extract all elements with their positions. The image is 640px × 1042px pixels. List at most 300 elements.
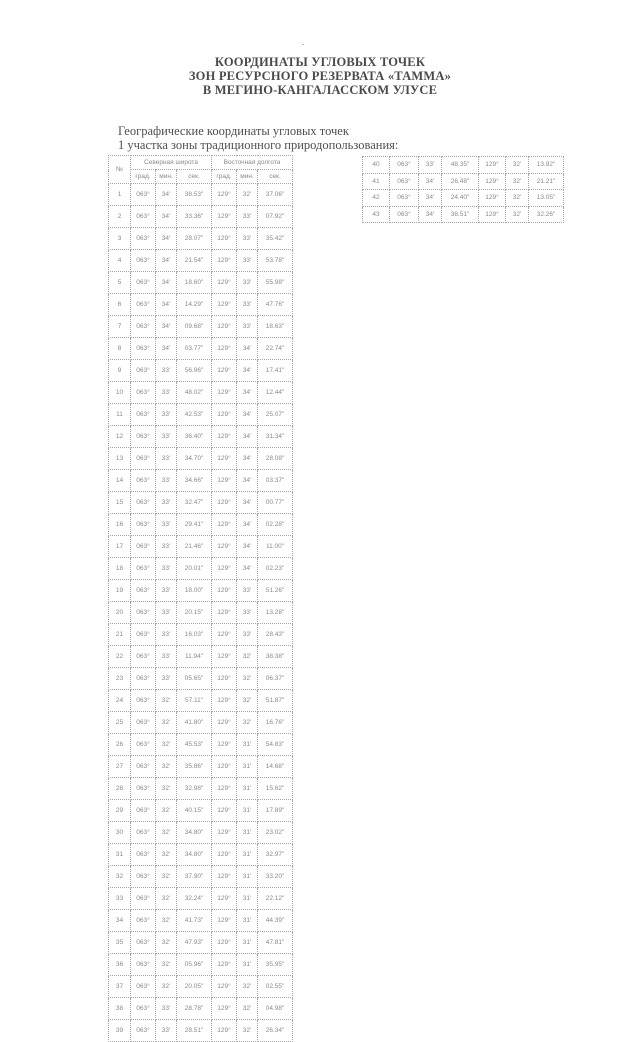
table-caption: [118, 124, 398, 152]
table-cell: 41.73": [177, 910, 212, 932]
table-cell: 063°: [131, 1020, 156, 1042]
table-row: [109, 932, 293, 954]
table-cell: 129°: [212, 998, 237, 1020]
table-cell: 129°: [212, 404, 237, 426]
table-cell: 17.41": [258, 360, 293, 382]
table-cell: 063°: [131, 954, 156, 976]
table-cell: 32': [237, 998, 258, 1020]
table-cell: 31: [109, 844, 131, 866]
table-cell: 129°: [212, 910, 237, 932]
table-cell: 43: [363, 206, 390, 223]
table-row: [109, 822, 293, 844]
table-row: [109, 668, 293, 690]
table-cell: 06.37": [258, 668, 293, 690]
table-row: [363, 190, 564, 207]
table-cell: 19: [109, 580, 131, 602]
table-cell: 34': [237, 360, 258, 382]
table-cell: 129°: [212, 976, 237, 998]
table-cell: 37: [109, 976, 131, 998]
table-cell: 063°: [131, 228, 156, 250]
table-cell: 063°: [131, 514, 156, 536]
table-cell: 129°: [212, 602, 237, 624]
table-cell: 34': [237, 426, 258, 448]
table-cell: 32': [237, 712, 258, 734]
table-cell: 32': [156, 822, 177, 844]
table-cell: 53.78": [258, 250, 293, 272]
table-cell: 32': [156, 734, 177, 756]
table-cell: 48.02": [177, 382, 212, 404]
table-cell: 38.51": [442, 206, 479, 223]
table-row: [109, 976, 293, 998]
table-cell: 2: [109, 206, 131, 228]
table-cell: 34': [156, 250, 177, 272]
table-cell: 129°: [212, 206, 237, 228]
caption-line-1: Географические координаты угловых точек: [118, 124, 349, 138]
table-row: [109, 712, 293, 734]
table-cell: 129°: [212, 536, 237, 558]
table-cell: 42: [363, 190, 390, 207]
table-row: [109, 580, 293, 602]
table-cell: 18: [109, 558, 131, 580]
table-cell: 09.68": [177, 316, 212, 338]
table-cell: 11.94": [177, 646, 212, 668]
table-cell: 41: [363, 173, 390, 190]
table-cell: 33': [237, 206, 258, 228]
table-cell: 129°: [212, 448, 237, 470]
table-cell: 21.21": [529, 173, 564, 190]
table-row: [109, 294, 293, 316]
table-cell: 27: [109, 756, 131, 778]
table-cell: 129°: [212, 228, 237, 250]
table-cell: 33': [237, 294, 258, 316]
table-cell: 17: [109, 536, 131, 558]
table-cell: 35.95": [258, 954, 293, 976]
table-cell: 063°: [390, 173, 419, 190]
table-cell: 34': [237, 448, 258, 470]
table-cell: 33': [156, 404, 177, 426]
table-cell: 33': [156, 426, 177, 448]
table-cell: 129°: [212, 514, 237, 536]
table-cell: 34': [237, 492, 258, 514]
table-cell: 34': [156, 316, 177, 338]
table-cell: 00.77": [258, 492, 293, 514]
table-cell: 25: [109, 712, 131, 734]
table-row: [109, 492, 293, 514]
table-cell: 32.24": [177, 888, 212, 910]
table-cell: 33': [156, 492, 177, 514]
table-row: [109, 756, 293, 778]
table-cell: 26: [109, 734, 131, 756]
table-cell: 33': [156, 536, 177, 558]
table-row: [109, 382, 293, 404]
table-cell: 6: [109, 294, 131, 316]
table-cell: 129°: [212, 800, 237, 822]
table-cell: 33': [237, 316, 258, 338]
table-cell: 33.36": [177, 206, 212, 228]
table-cell: 32': [237, 976, 258, 998]
table-cell: 063°: [131, 558, 156, 580]
table-cell: 29: [109, 800, 131, 822]
table-cell: 21.54": [177, 250, 212, 272]
table-cell: 14.29": [177, 294, 212, 316]
table-cell: 32': [156, 756, 177, 778]
table-cell: 34': [156, 272, 177, 294]
title-line-3: В МЕГИНО-КАНГАЛАССКОМ УЛУСЕ: [202, 83, 438, 97]
table-cell: 02.55": [258, 976, 293, 998]
header-lon-min: мин.: [237, 170, 258, 184]
table-cell: 38: [109, 998, 131, 1020]
table-cell: 32': [156, 910, 177, 932]
table-cell: 05.65": [177, 668, 212, 690]
header-lon-deg: град.: [212, 170, 237, 184]
header-number: №: [109, 156, 131, 184]
table-cell: 28.07": [177, 228, 212, 250]
table-cell: 34': [156, 294, 177, 316]
table-cell: 32': [237, 668, 258, 690]
table-cell: 063°: [131, 822, 156, 844]
table-cell: 063°: [390, 206, 419, 223]
table-cell: 129°: [212, 932, 237, 954]
table-cell: 32': [506, 173, 529, 190]
header-lat-min: мин.: [156, 170, 177, 184]
table-cell: 129°: [212, 426, 237, 448]
table-cell: 42.53": [177, 404, 212, 426]
table-cell: 33': [237, 580, 258, 602]
table-group-header-row: [109, 156, 293, 170]
table-cell: 24.40": [442, 190, 479, 207]
table-cell: 32': [156, 800, 177, 822]
table-cell: 063°: [131, 624, 156, 646]
table-cell: 32': [156, 844, 177, 866]
table-cell: 34': [237, 470, 258, 492]
table-cell: 51.87": [258, 690, 293, 712]
table-cell: 31': [237, 756, 258, 778]
table-cell: 31': [237, 888, 258, 910]
table-cell: 129°: [212, 250, 237, 272]
table-cell: 14: [109, 470, 131, 492]
table-cell: 063°: [131, 888, 156, 910]
header-lat-sec: сек.: [177, 170, 212, 184]
table-cell: 32': [237, 184, 258, 206]
table-cell: 129°: [212, 844, 237, 866]
table-cell: 16.76": [258, 712, 293, 734]
table-cell: 32': [156, 778, 177, 800]
table-cell: 31': [237, 800, 258, 822]
table-cell: 20: [109, 602, 131, 624]
table-cell: 129°: [212, 1020, 237, 1042]
table-cell: 32': [156, 976, 177, 998]
table-cell: 34.80": [177, 844, 212, 866]
table-cell: 13: [109, 448, 131, 470]
table-cell: 34': [156, 206, 177, 228]
table-cell: 34.66": [177, 470, 212, 492]
table-row: [109, 624, 293, 646]
table-cell: 063°: [131, 910, 156, 932]
table-cell: 32.97": [258, 844, 293, 866]
table-cell: 33': [156, 1020, 177, 1042]
table-cell: 32': [237, 1020, 258, 1042]
table-cell: 33': [237, 624, 258, 646]
table-cell: 34': [419, 173, 442, 190]
scan-speck: [302, 44, 304, 45]
table-cell: 22: [109, 646, 131, 668]
table-cell: 28.51": [177, 1020, 212, 1042]
table-cell: 129°: [212, 360, 237, 382]
table-cell: 39: [109, 1020, 131, 1042]
table-cell: 31': [237, 932, 258, 954]
table-cell: 34.80": [177, 822, 212, 844]
table-cell: 4: [109, 250, 131, 272]
table-cell: 37.90": [177, 866, 212, 888]
table-cell: 41.80": [177, 712, 212, 734]
header-lon-sec: сек.: [258, 170, 293, 184]
table-cell: 32': [156, 712, 177, 734]
coordinates-table-continued: [362, 156, 564, 223]
table-cell: 5: [109, 272, 131, 294]
table-cell: 33': [156, 580, 177, 602]
table-cell: 47.76": [258, 294, 293, 316]
table-cell: 129°: [212, 338, 237, 360]
table-cell: 05.96": [177, 954, 212, 976]
table-row: [109, 250, 293, 272]
table-cell: 25.07": [258, 404, 293, 426]
table-cell: 21.46": [177, 536, 212, 558]
table-row: [109, 448, 293, 470]
table-cell: 57.11": [177, 690, 212, 712]
table-cell: 063°: [131, 690, 156, 712]
table-cell: 33': [156, 360, 177, 382]
table-row: [363, 157, 564, 174]
table-cell: 33': [156, 558, 177, 580]
table-cell: 129°: [212, 712, 237, 734]
table-cell: 7: [109, 316, 131, 338]
table-cell: 33': [237, 250, 258, 272]
table-cell: 33.20": [258, 866, 293, 888]
table-cell: 26.48": [442, 173, 479, 190]
table-cell: 063°: [131, 492, 156, 514]
table-cell: 23.02": [258, 822, 293, 844]
table-cell: 063°: [131, 184, 156, 206]
table-cell: 56.96": [177, 360, 212, 382]
table-cell: 063°: [131, 250, 156, 272]
table-cell: 33': [156, 668, 177, 690]
table-cell: 9: [109, 360, 131, 382]
table-row: [109, 514, 293, 536]
table-cell: 32.26": [529, 206, 564, 223]
table-cell: 063°: [131, 580, 156, 602]
table-cell: 32': [506, 190, 529, 207]
table-cell: 33': [156, 514, 177, 536]
table-cell: 129°: [212, 470, 237, 492]
table-cell: 33': [156, 998, 177, 1020]
table-cell: 28.08": [258, 448, 293, 470]
table-cell: 31.34": [258, 426, 293, 448]
table-cell: 22.12": [258, 888, 293, 910]
header-east-longitude: Восточная долгота: [212, 156, 293, 170]
table-cell: 34': [237, 536, 258, 558]
table-cell: 34': [156, 184, 177, 206]
table-cell: 31': [237, 844, 258, 866]
table-row: [109, 734, 293, 756]
table-cell: 063°: [131, 778, 156, 800]
table-row: [109, 360, 293, 382]
table-cell: 34': [156, 228, 177, 250]
table-cell: 31': [237, 822, 258, 844]
table-cell: 34.70": [177, 448, 212, 470]
table-cell: 37.06": [258, 184, 293, 206]
table-cell: 55.98": [258, 272, 293, 294]
table-cell: 063°: [131, 294, 156, 316]
table-cell: 03.77": [177, 338, 212, 360]
table-cell: 33': [419, 157, 442, 174]
table-cell: 47.93": [177, 932, 212, 954]
table-cell: 36: [109, 954, 131, 976]
table-cell: 17.89": [258, 800, 293, 822]
table-cell: 40.15": [177, 800, 212, 822]
table-cell: 129°: [212, 382, 237, 404]
table-cell: 129°: [212, 316, 237, 338]
coordinates-table-continued-body: [363, 157, 564, 223]
table-cell: 54.83": [258, 734, 293, 756]
table-row: [109, 844, 293, 866]
coordinates-table-body: [109, 184, 293, 1042]
table-cell: 33': [237, 272, 258, 294]
table-row: [109, 866, 293, 888]
table-row: [109, 404, 293, 426]
table-cell: 063°: [131, 448, 156, 470]
table-cell: 32': [156, 954, 177, 976]
title-line-1: КООРДИНАТЫ УГЛОВЫХ ТОЧЕК: [214, 55, 426, 69]
table-cell: 33': [156, 448, 177, 470]
title-line-2: ЗОН РЕСУРСНОГО РЕЗЕРВАТА «ТАММА»: [188, 69, 452, 83]
table-row: [109, 998, 293, 1020]
table-row: [363, 173, 564, 190]
table-cell: 34': [237, 382, 258, 404]
table-cell: 34': [237, 514, 258, 536]
table-cell: 32': [506, 157, 529, 174]
table-row: [109, 690, 293, 712]
table-cell: 07.92": [258, 206, 293, 228]
table-cell: 063°: [131, 668, 156, 690]
table-cell: 44.39": [258, 910, 293, 932]
table-cell: 063°: [131, 734, 156, 756]
table-row: [109, 778, 293, 800]
table-cell: 28.43": [258, 624, 293, 646]
table-cell: 31': [237, 734, 258, 756]
table-cell: 11.00": [258, 536, 293, 558]
table-cell: 32': [156, 888, 177, 910]
table-cell: 32.98": [177, 778, 212, 800]
table-cell: 34': [419, 190, 442, 207]
table-cell: 48.35": [442, 157, 479, 174]
table-cell: 34': [237, 338, 258, 360]
table-cell: 129°: [479, 206, 506, 223]
table-row: [109, 646, 293, 668]
table-cell: 129°: [212, 888, 237, 910]
table-cell: 063°: [131, 602, 156, 624]
table-cell: 31': [237, 866, 258, 888]
table-cell: 129°: [212, 624, 237, 646]
table-cell: 12: [109, 426, 131, 448]
table-cell: 34: [109, 910, 131, 932]
table-cell: 129°: [212, 580, 237, 602]
table-cell: 23: [109, 668, 131, 690]
table-cell: 129°: [479, 157, 506, 174]
table-row: [109, 206, 293, 228]
table-row: [109, 470, 293, 492]
table-cell: 063°: [131, 756, 156, 778]
table-cell: 14.68": [258, 756, 293, 778]
table-cell: 3: [109, 228, 131, 250]
table-row: [109, 800, 293, 822]
table-cell: 33': [156, 382, 177, 404]
table-cell: 35: [109, 932, 131, 954]
table-cell: 129°: [212, 690, 237, 712]
table-cell: 063°: [131, 206, 156, 228]
table-cell: 129°: [212, 756, 237, 778]
table-cell: 34': [156, 338, 177, 360]
table-cell: 51.26": [258, 580, 293, 602]
table-cell: 063°: [131, 426, 156, 448]
table-cell: 063°: [390, 157, 419, 174]
coordinates-table: [108, 155, 293, 1042]
table-cell: 31': [237, 910, 258, 932]
table-row: [109, 184, 293, 206]
table-cell: 063°: [390, 190, 419, 207]
table-cell: 03.37": [258, 470, 293, 492]
table-cell: 129°: [212, 866, 237, 888]
table-cell: 16: [109, 514, 131, 536]
table-cell: 063°: [131, 382, 156, 404]
table-cell: 45.53": [177, 734, 212, 756]
table-cell: 063°: [131, 272, 156, 294]
table-row: [109, 1020, 293, 1042]
table-cell: 15: [109, 492, 131, 514]
table-cell: 29.41": [177, 514, 212, 536]
table-cell: 22.74": [258, 338, 293, 360]
table-cell: 38.53": [177, 184, 212, 206]
table-row: [109, 272, 293, 294]
table-cell: 063°: [131, 316, 156, 338]
table-cell: 129°: [212, 954, 237, 976]
table-cell: 47.81": [258, 932, 293, 954]
table-cell: 28.78": [177, 998, 212, 1020]
table-row: [109, 338, 293, 360]
table-cell: 20.05": [177, 976, 212, 998]
table-cell: 11: [109, 404, 131, 426]
table-row: [109, 316, 293, 338]
header-lat-deg: град.: [131, 170, 156, 184]
table-cell: 16.03": [177, 624, 212, 646]
table-cell: 129°: [479, 173, 506, 190]
table-cell: 32': [237, 690, 258, 712]
table-cell: 13.05": [529, 190, 564, 207]
table-cell: 129°: [212, 668, 237, 690]
table-cell: 129°: [212, 778, 237, 800]
table-cell: 129°: [479, 190, 506, 207]
table-cell: 18.00": [177, 580, 212, 602]
table-cell: 1: [109, 184, 131, 206]
table-cell: 18.63": [258, 316, 293, 338]
table-cell: 26.34": [258, 1020, 293, 1042]
table-cell: 33': [156, 602, 177, 624]
table-cell: 33': [156, 624, 177, 646]
table-row: [363, 206, 564, 223]
table-subheader-row: [109, 170, 293, 184]
table-cell: 10: [109, 382, 131, 404]
table-cell: 13.28": [258, 602, 293, 624]
document-title: [0, 55, 640, 97]
